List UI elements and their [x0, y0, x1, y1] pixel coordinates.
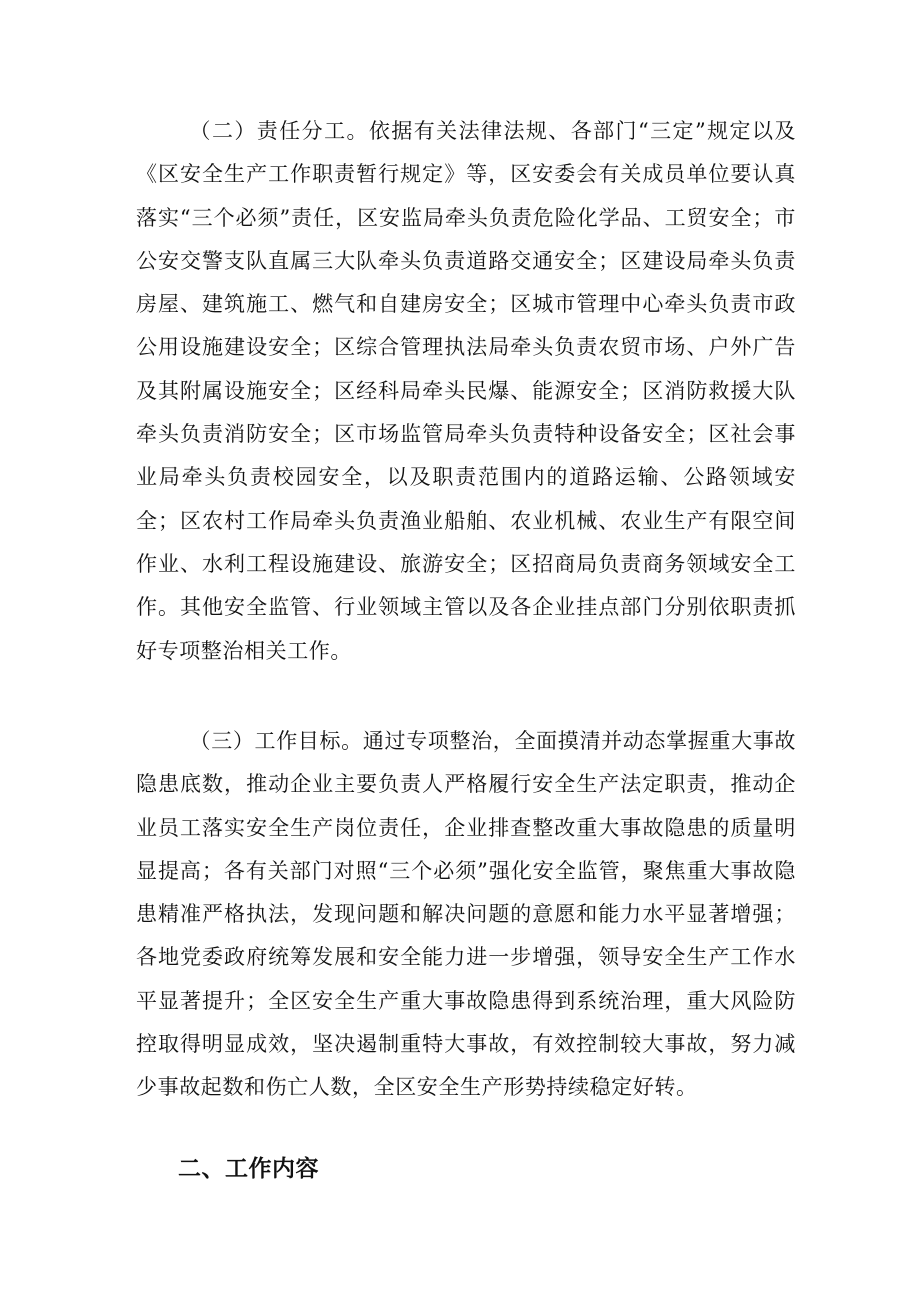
section-heading-work-content: 二、工作内容: [178, 1156, 319, 1182]
paragraph-responsibility-division: （二）责任分工。依据有关法律法规、各部门“三定”规定以及《区安全生产工作职责暂行规定》等，区安委会有关成员单位要认真落实“三个必须”责任，区安监局牵头负责危险化学品、工贸安全；市公安交警支队直属三大队牵头负责道路交通安全；区建设局牵头负责房屋、建筑施工、燃气和自建房安全；区城市管理中心牵头负责市政公用设施建设安全；区综合管理执法局牵头负责农贸市场、户外广告及其附属设施安全；区经科局牵头民爆、能源安全；区消防救援大队牵头负责消防安全；区市场监管局牵头负责特种设备安全；区社会事业局牵头负责校园安全，以及职责范围内的道路运输、公路领域安全；区农村工作局牵头负责渔业船舶、农业机械、农业生产有限空间作业、水利工程设施建设、旅游安全；区招商局负责商务领域安全工作。其他安全监管、行业领域主管以及各企业挂点部门分别依职责抓好专项整治相关工作。: [136, 119, 796, 663]
paragraph-work-objectives: （三）工作目标。通过专项整治，全面摸清并动态掌握重大事故隐患底数，推动企业主要负责人严格履行安全生产法定职责，推动企业员工落实安全生产岗位责任，企业排查整改重大事故隐患的质量明显提高；各有关部门对照“三个必须”强化安全监管，聚焦重大事故隐患精准严格执法，发现问题和解决问题的意愿和能力水平显著增强；各地党委政府统筹发展和安全能力进一步增强，领导安全生产工作水平显著提升；全区安全生产重大事故隐患得到系统治理，重大风险防控取得明显成效，坚决遏制重特大事故，有效控制较大事故，努力减少事故起数和伤亡人数，全区安全生产形势持续稳定好转。: [136, 729, 796, 1100]
